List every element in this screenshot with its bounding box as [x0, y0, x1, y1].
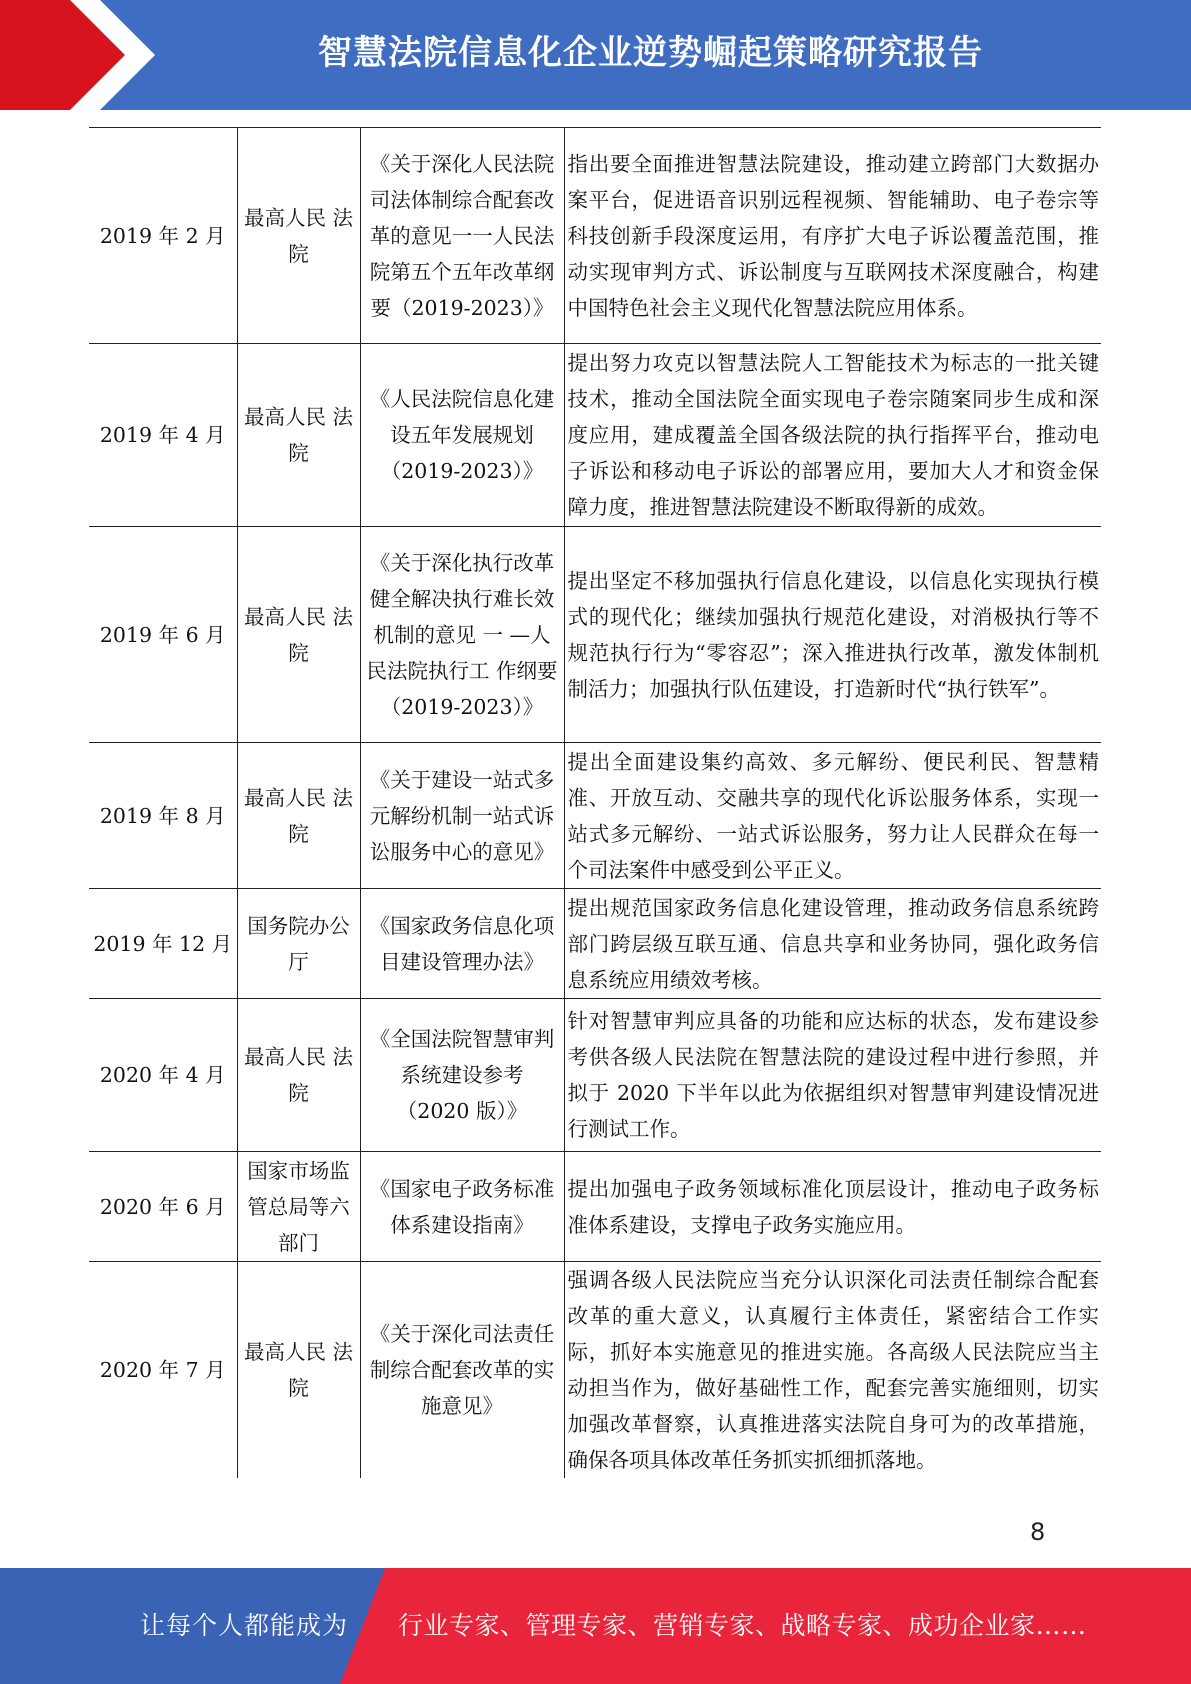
description-cell: 提出坚定不移加强执行信息化建设，以信息化实现执行模式的现代化；继续加强执行规范化建设，对消极执行等不规范执行行为“零容忍”；深入推进执行改革，激发体制机制活力；加强执行队伍建设，打造新时代“执行铁军”。: [564, 527, 1101, 743]
date-cell: 2019 年 12 月: [89, 889, 237, 999]
issuer-cell: 最高人民 法院: [237, 743, 360, 889]
description-cell: 强调各级人民法院应当充分认识深化司法责任制综合配套改革的重大意义，认真履行主体责任，紧密结合工作实际，抓好本实施意见的推进实施。各高级人民法院应当主动担当作为，做好基础性工作，配套完善实施细则，切实加强改革督察，认真推进落实法院自身可为的改革措施，确保各项具体改革任务抓实抓细抓落地。: [564, 1262, 1101, 1479]
page-number: 8: [1030, 1518, 1046, 1546]
page-title: 智慧法院信息化企业逆势崛起策略研究报告: [318, 33, 983, 73]
date-cell: 2020 年 7 月: [89, 1262, 237, 1479]
date-cell: 2020 年 4 月: [89, 999, 237, 1152]
document-cell: 《关于深化人民法院司法体制综合配套改革的意见一一人民法院第五个五年改革纲要（2019-2023）》: [360, 128, 564, 344]
footer-banner: [0, 1568, 1191, 1684]
table-row: [89, 889, 1101, 999]
document-cell: 《关于深化执行改革健全解决执行难长效机制的意见 一 —人民法院执行工 作纲要（2019-2023）》: [360, 527, 564, 743]
footer-slogan-right: 行业专家、管理专家、营销专家、战略专家、成功企业家……: [398, 1611, 1087, 1640]
date-cell: 2020 年 6 月: [89, 1152, 237, 1262]
header-banner: [0, 0, 1191, 110]
issuer-cell: 最高人民 法院: [237, 527, 360, 743]
description-cell: 提出加强电子政务领域标准化顶层设计，推动电子政务标准体系建设，支撑电子政务实施应用。: [564, 1152, 1101, 1262]
issuer-cell: 国务院办公厅: [237, 889, 360, 999]
issuer-cell: 国家市场监管总局等六部门: [237, 1152, 360, 1262]
date-cell: 2019 年 6 月: [89, 527, 237, 743]
issuer-cell: 最高人民 法院: [237, 999, 360, 1152]
issuer-cell: 最高人民 法院: [237, 128, 360, 344]
policy-table: [89, 127, 1101, 1478]
description-cell: 指出要全面推进智慧法院建设，推动建立跨部门大数据办案平台，促进语音识别远程视频、智能辅助、电子卷宗等科技创新手段深度运用，有序扩大电子诉讼覆盖范围，推动实现审判方式、诉讼制度与互联网技术深度融合，构建中国特色社会主义现代化智慧法院应用体系。: [564, 128, 1101, 344]
date-cell: 2019 年 2 月: [89, 128, 237, 344]
table-row: [89, 527, 1101, 743]
description-cell: 提出规范国家政务信息化建设管理，推动政务信息系统跨部门跨层级互联互通、信息共享和业务协同，强化政务信息系统应用绩效考核。: [564, 889, 1101, 999]
table-row: [89, 344, 1101, 527]
document-cell: 《全国法院智慧审判系统建设参考（2020 版）》: [360, 999, 564, 1152]
footer-slogan-left: 让每个人都能成为: [140, 1611, 349, 1640]
header-chevron-icon: [0, 0, 170, 110]
description-cell: 针对智慧审判应具备的功能和应达标的状态，发布建设参考供各级人民法院在智慧法院的建设过程中进行参照，并拟于 2020 下半年以此为依据组织对智慧审判建设情况进行测试工作。: [564, 999, 1101, 1152]
table-row: [89, 1262, 1101, 1479]
description-cell: 提出全面建设集约高效、多元解纷、便民利民、智慧精准、开放互动、交融共享的现代化诉讼服务体系，实现一站式多元解纷、一站式诉讼服务，努力让人民群众在每一个司法案件中感受到公平正义。: [564, 743, 1101, 889]
issuer-cell: 最高人民 法院: [237, 344, 360, 527]
date-cell: 2019 年 4 月: [89, 344, 237, 527]
table-row: [89, 1152, 1101, 1262]
document-cell: 《国家电子政务标准体系建设指南》: [360, 1152, 564, 1262]
document-cell: 《关于深化司法责任制综合配套改革的实施意见》: [360, 1262, 564, 1479]
document-cell: 《关于建设一站式多元解纷机制一站式诉讼服务中心的意见》: [360, 743, 564, 889]
table-row: [89, 743, 1101, 889]
document-cell: 《国家政务信息化项目建设管理办法》: [360, 889, 564, 999]
description-cell: 提出努力攻克以智慧法院人工智能技术为标志的一批关键技术，推动全国法院全面实现电子卷宗随案同步生成和深度应用，建成覆盖全国各级法院的执行指挥平台，推动电子诉讼和移动电子诉讼的部署应用，要加大人才和资金保障力度，推进智慧法院建设不断取得新的成效。: [564, 344, 1101, 527]
document-cell: 《人民法院信息化建设五年发展规划（2019-2023）》: [360, 344, 564, 527]
table-row: [89, 999, 1101, 1152]
table-row: [89, 128, 1101, 344]
policy-table-wrapper: [89, 127, 1101, 1478]
issuer-cell: 最高人民 法院: [237, 1262, 360, 1479]
date-cell: 2019 年 8 月: [89, 743, 237, 889]
